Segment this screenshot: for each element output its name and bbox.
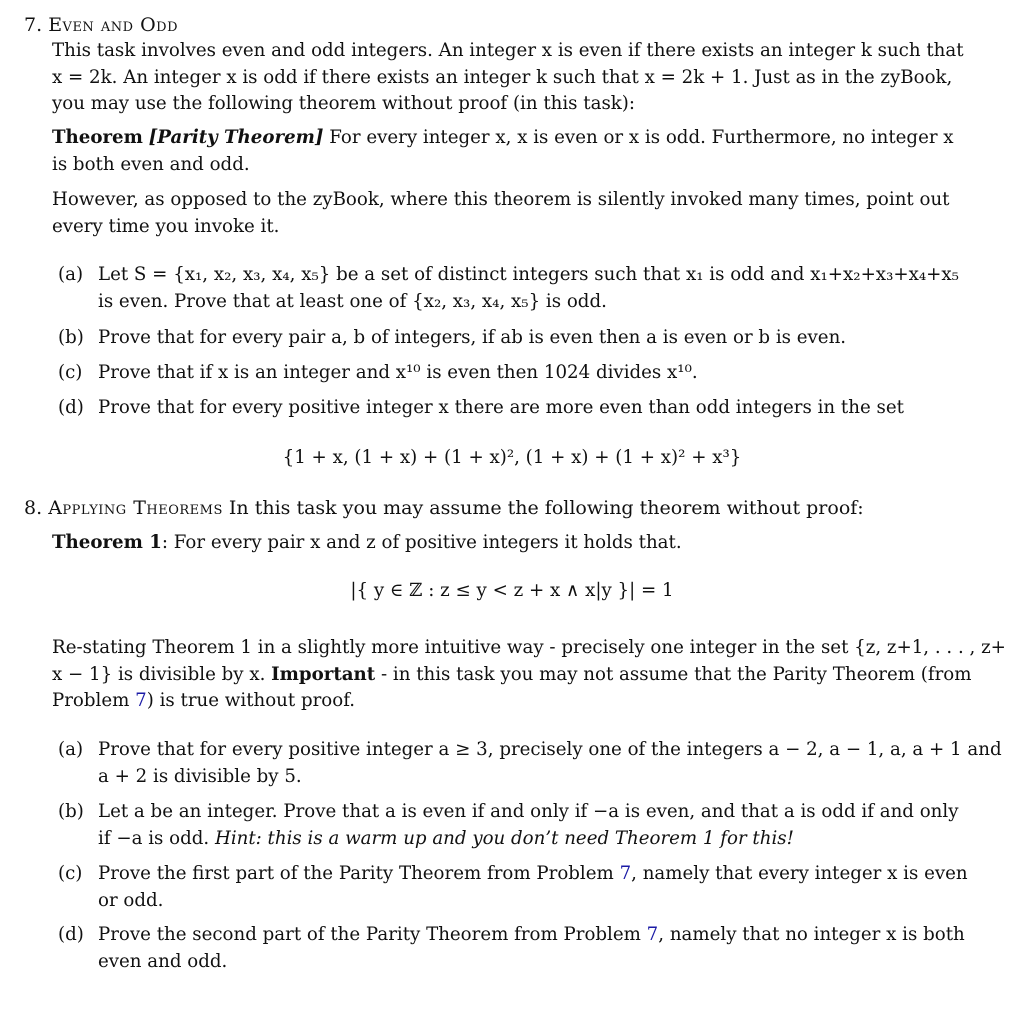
part-label: (d)	[58, 397, 84, 418]
text-line: x = 2k. An integer x is odd if there exists an integer k such that x = 2k + 1. Just as in the zyBook,	[52, 66, 953, 88]
important-label: Important	[271, 663, 376, 685]
text-line: This task involves even and odd integers. An integer x is even if there exists an integer k such that	[52, 40, 964, 61]
text-fragment: Prove the first part of the Parity Theorem from Problem	[98, 863, 614, 884]
theorem-text: : For every pair x and z of positive integers it holds that.	[161, 532, 682, 553]
text-fragment: if −a is odd.	[98, 827, 210, 849]
text-fragment: , namely that every integer x is even	[631, 863, 968, 884]
theorem-label: Theorem 1	[52, 532, 162, 553]
theorem-name: [Parity Theorem]	[148, 127, 324, 148]
parity-theorem	[52, 125, 988, 178]
problem-7-heading	[24, 12, 178, 38]
problem-7-note	[52, 187, 988, 240]
text-fragment: ) is true without proof.	[146, 690, 356, 711]
hint-text: Hint: this is a warm up and you don’t need Theorem 1 for this!	[214, 827, 794, 849]
display-set-formula: {1 + x, (1 + x) + (1 + x)², (1 + x) + (1 + x)² + x³}	[282, 447, 742, 468]
problem-title: Applying Theorems	[48, 497, 223, 519]
part-label: (c)	[58, 362, 83, 383]
part-label: (b)	[58, 327, 84, 348]
text-line: Let a be an integer. Prove that a is even if and only if −a is even, and that a is odd if and only	[98, 801, 959, 822]
part-label: (d)	[58, 924, 84, 945]
text-line: you may use the following theorem without proof (in this task):	[52, 93, 636, 114]
problem-number: 7.	[24, 14, 43, 36]
text-line: a + 2 is divisible by 5.	[98, 765, 302, 787]
text-line: is even. Prove that at least one of {x₂, x₃, x₄, x₅} is odd.	[98, 290, 607, 312]
display-theorem-formula: |{ y ∈ ℤ : z ≤ y < z + x ∧ x|y }| = 1	[350, 580, 674, 601]
text-line: Prove that for every positive integer a ≥ 3, precisely one of the integers a − 2, a − 1, a, a + 1 and	[98, 739, 1002, 760]
part-label: (a)	[58, 739, 84, 760]
text-line: is both even and odd.	[52, 153, 250, 175]
text-fragment: Prove the second part of the Parity Theorem from Problem	[98, 924, 641, 945]
problem-7-ref-link[interactable]: 7	[619, 863, 632, 884]
problem-7-ref-link[interactable]: 7	[646, 924, 659, 945]
problem-7-ref-link[interactable]: 7	[135, 690, 147, 711]
text-line: even and odd.	[98, 950, 228, 972]
text-line: or odd.	[98, 889, 164, 911]
text-line: Prove that if x is an integer and x¹⁰ is even then 1024 divides x¹⁰.	[98, 362, 698, 383]
text-line: Prove that for every positive integer x there are more even than odd integers in the set	[98, 397, 904, 418]
problem-title-rest: In this task you may assume the following theorem without proof:	[228, 497, 864, 519]
text-fragment: x − 1} is divisible by x.	[52, 663, 266, 685]
part-label: (b)	[58, 801, 84, 822]
theorem-1	[52, 530, 988, 557]
problem-number: 8.	[24, 497, 43, 519]
problem-8-restatement	[52, 635, 1006, 715]
problem-title: Even and Odd	[48, 14, 178, 36]
text-fragment: , namely that no integer x is both	[658, 924, 965, 945]
text-line: Re-stating Theorem 1 in a slightly more intuitive way - precisely one integer in the set {z, z+1, . . . , z+	[52, 637, 1006, 658]
problem-7-intro	[52, 38, 988, 118]
text-fragment: - in this task you may not assume that the Parity Theorem (from	[380, 663, 972, 685]
text-line: every time you invoke it.	[52, 215, 280, 237]
text-fragment: Problem	[52, 690, 130, 711]
text-line: For every integer x, x is even or x is odd. Furthermore, no integer x	[329, 127, 954, 148]
part-label: (a)	[58, 264, 84, 285]
text-line: Let S = {x₁, x₂, x₃, x₄, x₅} be a set of distinct integers such that x₁ is odd and x₁+x₂+x₃+x₄+x₅	[98, 264, 959, 285]
text-line: However, as opposed to the zyBook, where this theorem is silently invoked many times, point out	[52, 189, 950, 210]
theorem-label: Theorem	[52, 127, 143, 148]
part-label: (c)	[58, 863, 83, 884]
problem-8-heading	[24, 495, 864, 521]
text-line: Prove that for every pair a, b of integers, if ab is even then a is even or b is even.	[98, 327, 847, 348]
